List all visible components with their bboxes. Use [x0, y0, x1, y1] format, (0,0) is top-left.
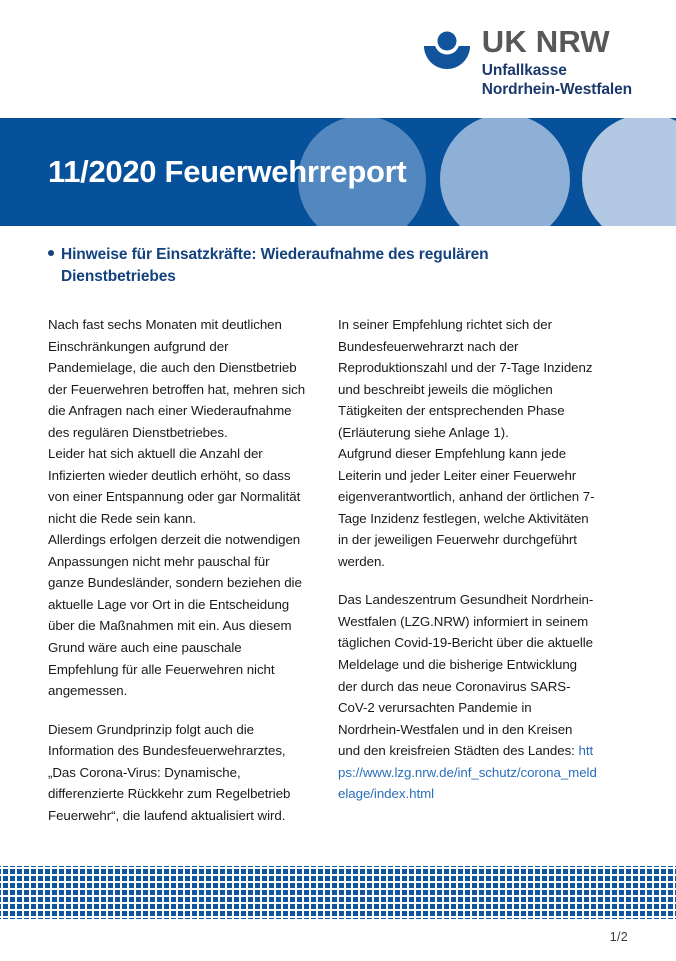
- page-number: 1/2: [609, 930, 628, 944]
- logo-text-block: [482, 26, 632, 100]
- bullet-icon: [48, 250, 54, 256]
- uk-nrw-logo-mark-icon: [423, 28, 471, 72]
- section-headline-line2: Dienstbetriebes: [61, 268, 176, 285]
- right-paragraph-3: [338, 589, 597, 804]
- right-column: [338, 314, 597, 826]
- decorative-circle-3: [582, 118, 676, 226]
- document-content: [0, 226, 676, 826]
- uk-nrw-logo: [423, 26, 632, 100]
- left-column: [48, 314, 307, 826]
- logo-title: UK NRW: [481, 24, 610, 59]
- left-paragraph-2: Leider hat sich aktuell die Anzahl der Infizierten wieder deutlich erhöht, so dass von einer Entspannung oder gar Normalität nicht die Rede sein kann.: [48, 446, 301, 526]
- decorative-circle-2: [440, 118, 570, 226]
- right-paragraph-3-text: Das Landeszentrum Gesundheit Nordrhein-Westfalen (LZG.NRW) informiert in seinem täglichen Covid-19-Bericht über die aktuelle Meldelage und die bisherige Entwicklung der durch das neue Coronavirus SARS-CoV-2 verursachten Pandemie in Nordrhein-Westfalen und in den Kreisen und den kreisfreien Städten des Landes:: [338, 592, 594, 759]
- section-headline-line1: Hinweise für Einsatzkräfte: Wiederaufnahme des regulären: [61, 246, 489, 263]
- right-paragraph-2: Aufgrund dieser Empfehlung kann jede Leiterin und jeder Leiter einer Feuerwehr eigenverantwortlich, anhand der örtlichen 7-Tage Inzidenz festlegen, welche Aktivitäten in der jeweiligen Feuerwehr durchgeführt werden.: [338, 446, 595, 569]
- section-headline: [0, 226, 676, 288]
- logo-subtitle-line1: Unfallkasse: [481, 62, 567, 79]
- left-paragraph-4: Diesem Grundprinzip folgt auch die Information des Bundesfeuerwehrarztes, „Das Corona-Virus: Dynamische, differenzierte Rückkehr zum Regelbetrieb Feuerwehr“, die laufend aktualisiert wird.: [48, 721, 291, 823]
- right-paragraph-1: In seiner Empfehlung richtet sich der Bundesfeuerwehrarzt nach der Reproduktionszahl und der 7-Tage Inzidenz und beschreibt jeweils die möglichen Tätigkeiten der entsprechenden Phase (Erläuterung siehe Anlage 1).: [338, 317, 593, 440]
- left-paragraph-1: Nach fast sechs Monaten mit deutlichen Einschränkungen aufgrund der Pandemielage, die auch den Dienstbetrieb der Feuerwehren betroffen hat, mehren sich die Anfragen nach einer Wiederaufnahme des regulären Dienstbetriebes.: [48, 317, 306, 440]
- logo-subtitle-line2: Nordrhein-Westfalen: [481, 80, 632, 98]
- lzg-nrw-link[interactable]: https://www.lzg.nrw.de/inf_schutz/corona_meldelage/index.html: [338, 743, 597, 802]
- two-column-body: [0, 288, 676, 826]
- header-banner: [0, 118, 676, 226]
- logo-header-area: [0, 0, 676, 118]
- left-paragraph-3: Allerdings erfolgen derzeit die notwendigen Anpassungen nicht mehr pauschal für ganze Bundesländer, sondern beziehen die aktuelle Lage vor Ort in die Entscheidung über die Maßnahmen mit ein. Aus diesem Grund wäre auch eine pauschale Empfehlung für alle Feuerwehren nicht angemessen.: [48, 532, 302, 699]
- report-title: 11/2020 Feuerwehrreport: [48, 154, 407, 189]
- footer-dot-pattern: [0, 866, 676, 919]
